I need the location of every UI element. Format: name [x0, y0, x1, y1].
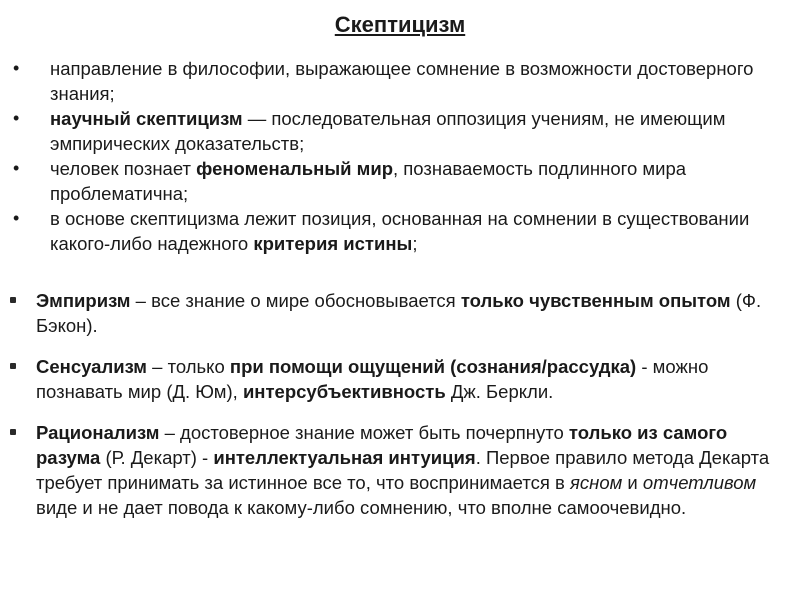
skepticism-bullet-list — [0, 56, 800, 256]
bullet-text: человек познает — [50, 158, 197, 179]
bullet-item-1 — [0, 56, 800, 106]
section-text: – все знание о мире обосновывается — [130, 290, 461, 311]
section-text: виде и не дает повода к какому-либо сомнению, что вполне самоочевидно. — [36, 497, 687, 518]
bullet-text: ; — [412, 233, 418, 254]
section-text: – только — [147, 356, 230, 377]
section-term: Рационализм — [36, 422, 160, 443]
section-text: – достоверное знание может быть почерпнуто — [159, 422, 569, 443]
square-bullet-icon — [10, 429, 16, 435]
bullet-text: в основе скептицизма лежит позиция, основанная на сомнении в существовании какого-либо надежного — [50, 208, 750, 254]
philosophy-sections — [0, 288, 800, 536]
page-title: Скептицизм — [334, 12, 466, 37]
bullet-bold-term: научный скептицизм — [50, 108, 243, 129]
section-italic: отчетливом — [642, 472, 757, 493]
bullet-item-2 — [0, 106, 800, 156]
bullet-dot-icon: • — [13, 58, 20, 78]
bullet-dot-icon: • — [13, 108, 20, 128]
section-bold: при помощи ощущений (сознания/рассудка) — [229, 356, 637, 377]
section-text: (Р. Декарт) - — [100, 447, 214, 468]
bullet-text: — последовательная оппозиция учениям, не имеющим эмпирических доказательств; — [50, 108, 726, 154]
section-bold: интерсубъективность — [242, 381, 446, 402]
bullet-item-4 — [0, 206, 800, 256]
section-term: Сенсуализм — [36, 356, 147, 377]
bullet-text: направление в философии, выражающее сомнение в возможности достоверного знания; — [50, 58, 754, 104]
section-rationalism — [0, 420, 800, 520]
section-empiricism — [0, 288, 800, 338]
section-italic: ясном — [570, 472, 623, 493]
square-bullet-icon — [10, 297, 16, 303]
section-sensualism — [0, 354, 800, 404]
bullet-bold-term: феноменальный мир — [196, 158, 393, 179]
bullet-dot-icon: • — [13, 208, 20, 228]
section-text: . Первое правило метода Декарта требует принимать за истинное все то, что воспринимается в — [36, 447, 770, 493]
section-text: и — [622, 472, 643, 493]
section-bold: только из самого разума — [36, 422, 728, 468]
section-text: - можно познавать мир (Д. Юм), — [36, 356, 709, 402]
bullet-dot-icon: • — [13, 158, 20, 178]
bullet-item-3 — [0, 156, 800, 206]
square-bullet-icon — [10, 363, 16, 369]
section-text: (Ф. Бэкон). — [36, 290, 762, 336]
bullet-text: , познаваемость подлинного мира проблематична; — [50, 158, 687, 204]
section-bold: только чувственным опытом — [460, 290, 731, 311]
section-text: Дж. Беркли. — [445, 381, 554, 402]
bullet-bold-term: критерия истины — [253, 233, 413, 254]
section-term: Эмпиризм — [36, 290, 131, 311]
section-bold: интеллектуальная интуиция — [213, 447, 476, 468]
